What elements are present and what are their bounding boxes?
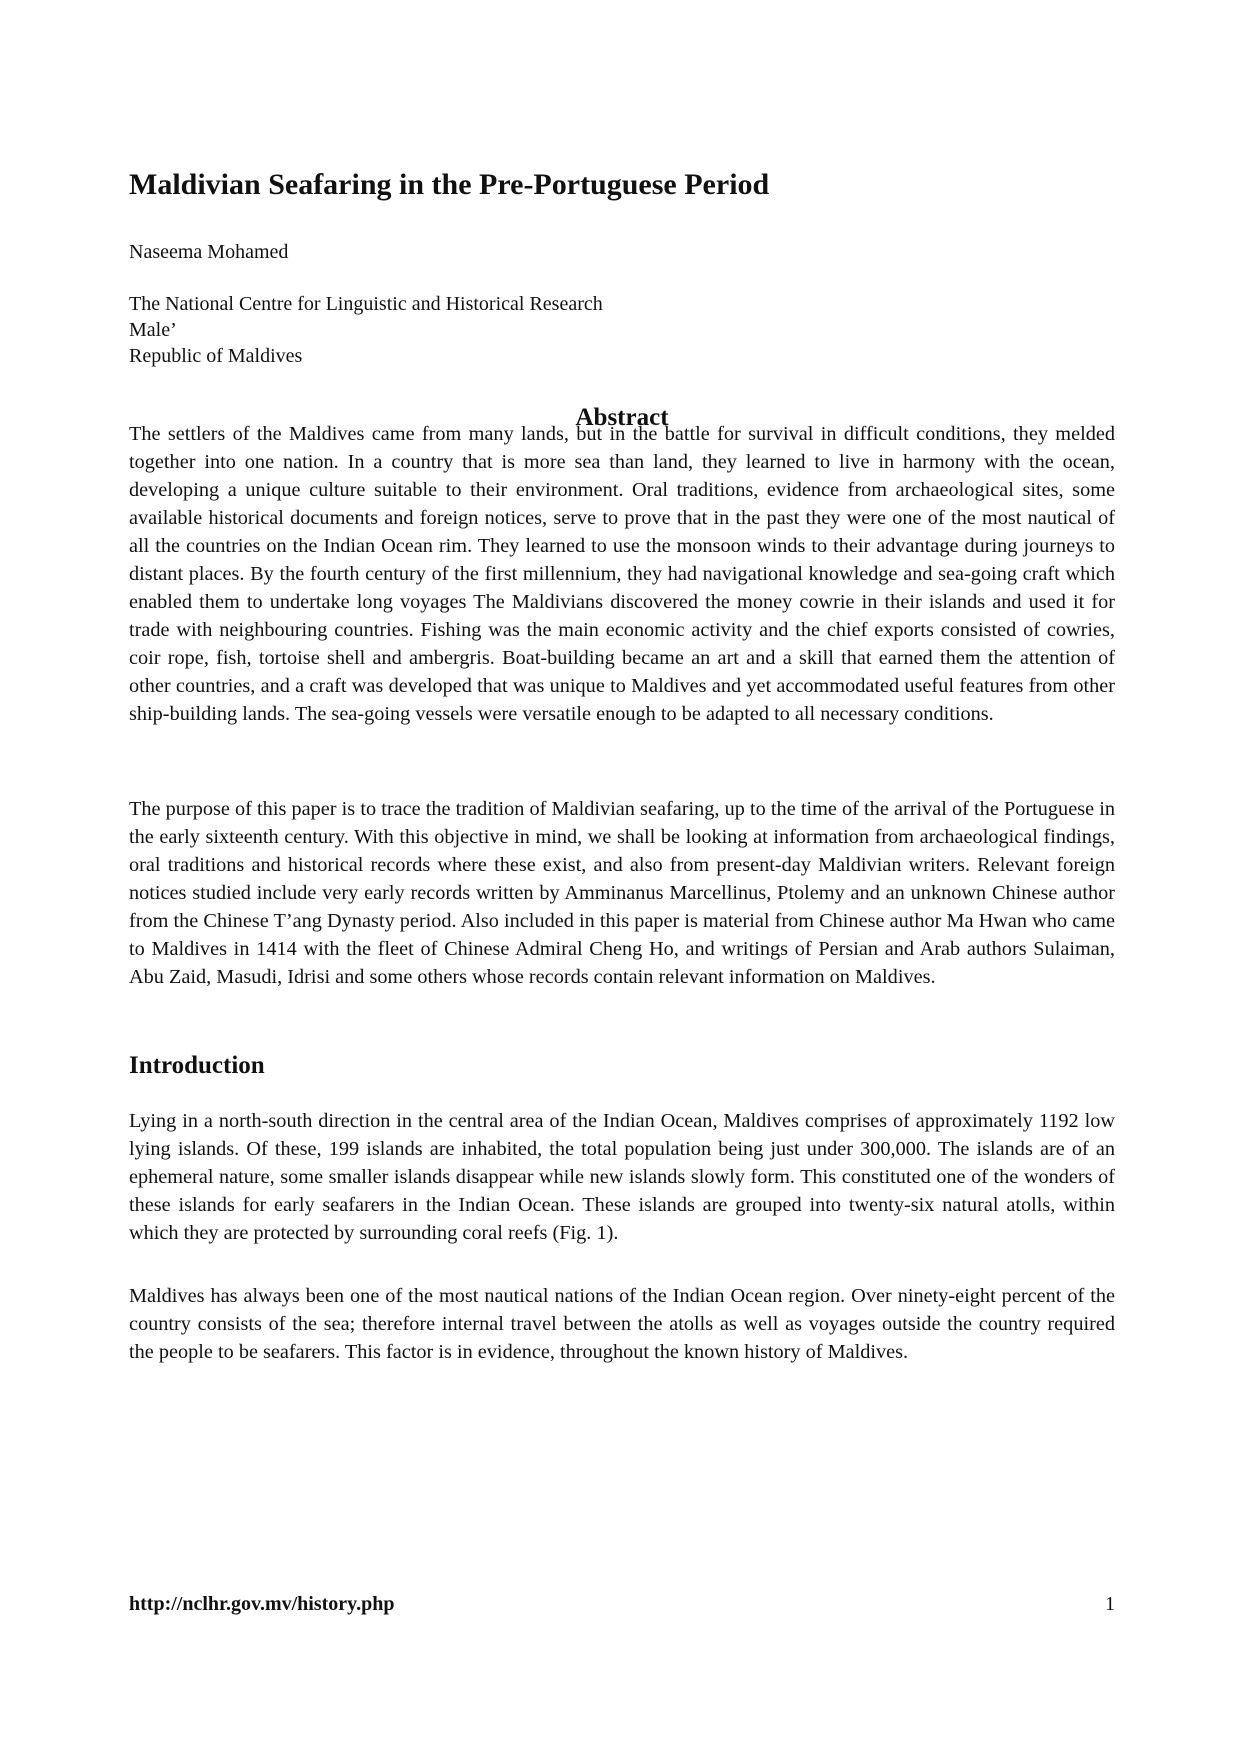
affiliation-institution: The National Centre for Linguistic and Historical Research	[129, 293, 603, 315]
abstract-paragraph-1: The settlers of the Maldives came from many lands, but in the battle for survival in difficult conditions, they melded together into one nation. In a country that is more sea than land, they learned to live in harmony with the ocean, developing a unique culture suitable to their environment. Oral traditions, evidence from archaeological sites, some available historical documents and foreign notices, serve to prove that in the past they were one of the most nautical of all the countries on the Indian Ocean rim. They learned to use the monsoon winds to their advantage during journeys to distant places. By the fourth century of the first millennium, they had navigational knowledge and sea-going craft which enabled them to undertake long voyages The Maldivians discovered the money cowrie in their islands and used it for trade with neighbouring countries. Fishing was the main economic activity and the chief exports consisted of cowries, coir rope, fish, tortoise shell and ambergris. Boat-building became an art and a skill that earned them the attention of other countries, and a craft was developed that was unique to Maldives and yet accommodated useful features from other ship-building lands. The sea-going vessels were versatile enough to be adapted to all necessary conditions.	[129, 423, 1115, 725]
introduction-paragraph-1: Lying in a north-south direction in the central area of the Indian Ocean, Maldives comprises of approximately 1192 low lying islands. Of these, 199 islands are inhabited, the total population being just under 300,000. The islands are of an ephemeral nature, some smaller islands disappear while new islands slowly form. This constituted one of the wonders of these islands for early seafarers in the Indian Ocean. These islands are grouped into twenty-six natural atolls, within which they are protected by surrounding coral reefs (Fig. 1).	[129, 1110, 1115, 1244]
introduction-heading: Introduction	[129, 1052, 265, 1079]
author-name: Naseema Mohamed	[129, 241, 289, 263]
affiliation-country: Republic of Maldives	[129, 345, 303, 367]
author-affiliation	[129, 291, 603, 369]
footer-url: http://nclhr.gov.mv/history.php	[129, 1593, 395, 1615]
introduction-paragraph-2: Maldives has always been one of the most nautical nations of the Indian Ocean region. Over ninety-eight percent of the country consists of the sea; therefore internal travel between the atolls as well as voyages outside the country required the people to be seafarers. This factor is in evidence, throughout the known history of Maldives.	[129, 1285, 1115, 1363]
abstract-heading: Abstract	[575, 404, 669, 431]
abstract-paragraph-2: The purpose of this paper is to trace the tradition of Maldivian seafaring, up to the time of the arrival of the Portuguese in the early sixteenth century. With this objective in mind, we shall be looking at information from archaeological findings, oral traditions and historical records where these exist, and also from present-day Maldivian writers. Relevant foreign notices studied include very early records written by Amminanus Marcellinus, Ptolemy and an unknown Chinese author from the Chinese T’ang Dynasty period. Also included in this paper is material from Chinese author Ma Hwan who came to Maldives in 1414 with the fleet of Chinese Admiral Cheng Ho, and writings of Persian and Arab authors Sulaiman, Abu Zaid, Masudi, Idrisi and some others whose records contain relevant information on Maldives.	[129, 798, 1115, 988]
paper-page	[129, 0, 1115, 1755]
paper-title: Maldivian Seafaring in the Pre-Portuguese Period	[129, 168, 770, 201]
affiliation-city: Male’	[129, 319, 177, 341]
page-number: 1	[1105, 1593, 1115, 1615]
